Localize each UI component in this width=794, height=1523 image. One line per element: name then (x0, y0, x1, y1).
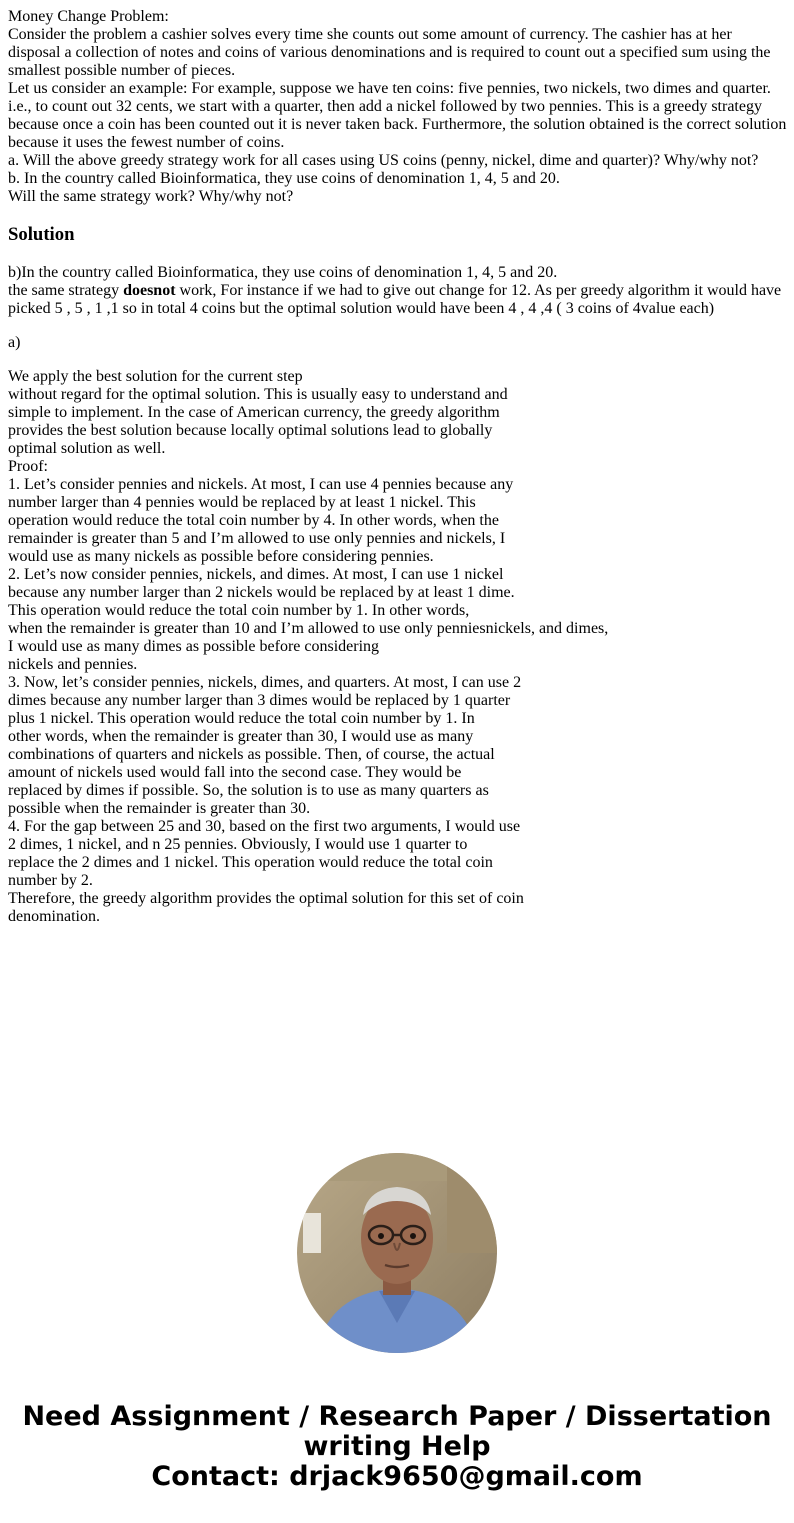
contact-banner-email: Contact: drjack9650@gmail.com (151, 1461, 643, 1492)
proof-line: because any number larger than 2 nickels would be replaced by at least 1 dime. (8, 584, 515, 601)
contact-banner-line1: Need Assignment / Research Paper / Dissertation (22, 1401, 772, 1432)
contact-banner (0, 1402, 794, 1492)
contact-banner-line2: writing Help (303, 1431, 491, 1462)
question-paragraph-2: Let us consider an example: For example, suppose we have ten coins: five pennies, two nickels, two dimes and quarter. i.e., to count out 32 cents, we start with a quarter, then add a nickel followed by two pennies. This is a greedy strategy because once a coin has been counted out it is never taken back. Furthermore, the solution obtained is the correct solution because it uses the fewest number of coins. (8, 80, 787, 151)
proof-line: amount of nickels used would fall into the second case. They would be (8, 764, 462, 781)
question-part-a: a. Will the above greedy strategy work for all cases using US coins (penny, nickel, dime and quarter)? Why/why not? (8, 152, 759, 169)
proof-line: optimal solution as well. (8, 440, 166, 457)
proof-line: 2 dimes, 1 nickel, and n 25 pennies. Obviously, I would use 1 quarter to (8, 836, 468, 853)
solution-a-label: a) (8, 334, 21, 351)
proof-line: replaced by dimes if possible. So, the solution is to use as many quarters as (8, 782, 489, 799)
proof-line: dimes because any number larger than 3 dimes would be replaced by 1 quarter (8, 692, 511, 709)
proof-line: operation would reduce the total coin number by 4. In other words, when the (8, 512, 499, 529)
solution-b-text-pre: the same strategy (8, 282, 124, 299)
proof-line: possible when the remainder is greater than 30. (8, 800, 311, 817)
proof-line: number by 2. (8, 872, 93, 889)
proof-line: without regard for the optimal solution. This is usually easy to understand and (8, 386, 508, 403)
question-part-b-followup: Will the same strategy work? Why/why not? (8, 188, 294, 205)
proof-line: simple to implement. In the case of American currency, the greedy algorithm (8, 404, 500, 421)
proof-line: 4. For the gap between 25 and 30, based on the first two arguments, I would use (8, 818, 521, 835)
proof-line: We apply the best solution for the current step (8, 368, 303, 385)
proof-line: I would use as many dimes as possible before considering (8, 638, 380, 655)
question-title: Money Change Problem: (8, 8, 169, 25)
document-body (8, 8, 788, 926)
proof-line: plus 1 nickel. This operation would reduce the total coin number by 1. In (8, 710, 475, 727)
question-paragraph-1: Consider the problem a cashier solves every time she counts out some amount of currency. The cashier has at her disposal a collection of notes and coins of various denominations and is required to count out a specified sum using the smallest possible number of pieces. (8, 26, 771, 79)
proof-line: 3. Now, let’s consider pennies, nickels, dimes, and quarters. At most, I can use 2 (8, 674, 522, 691)
proof-line: Proof: (8, 458, 48, 475)
solution-heading: Solution (8, 224, 75, 245)
proof-line: provides the best solution because locally optimal solutions lead to globally (8, 422, 493, 439)
proof-line: denomination. (8, 908, 100, 925)
question-part-b: b. In the country called Bioinformatica, they use coins of denomination 1, 4, 5 and 20. (8, 170, 560, 187)
proof-line: nickels and pennies. (8, 656, 138, 673)
author-photo (297, 1153, 497, 1353)
solution-part-b (8, 264, 788, 318)
solution-b-text-post: work, For instance if we had to give out change for 12. As per greedy algorithm it would have picked 5 , 5 , 1 ,1 so in total 4 coins but the optimal solution would have been 4 , 4 ,4 ( 3 coins of 4value each) (8, 282, 782, 317)
proof-line: would use as many nickels as possible before considering pennies. (8, 548, 434, 565)
solution-b-line2 (8, 282, 788, 318)
proof-line: replace the 2 dimes and 1 nickel. This operation would reduce the total coin (8, 854, 493, 871)
solution-b-line1: b)In the country called Bioinformatica, they use coins of denomination 1, 4, 5 and 20. (8, 264, 558, 281)
author-portrait-image (297, 1153, 497, 1353)
solution-part-a (8, 368, 788, 926)
proof-line: This operation would reduce the total coin number by 1. In other words, (8, 602, 470, 619)
proof-line: remainder is greater than 5 and I’m allowed to use only pennies and nickels, I (8, 530, 506, 547)
proof-line: number larger than 4 pennies would be replaced by at least 1 nickel. This (8, 494, 476, 511)
proof-line: when the remainder is greater than 10 and I’m allowed to use only penniesnickels, and dimes, (8, 620, 609, 637)
proof-line: 1. Let’s consider pennies and nickels. At most, I can use 4 pennies because any (8, 476, 514, 493)
proof-line: combinations of quarters and nickels as possible. Then, of course, the actual (8, 746, 495, 763)
proof-line: 2. Let’s now consider pennies, nickels, and dimes. At most, I can use 1 nickel (8, 566, 504, 583)
solution-b-bold-word: doesnot (123, 282, 176, 299)
proof-line: other words, when the remainder is greater than 30, I would use as many (8, 728, 474, 745)
proof-line: Therefore, the greedy algorithm provides the optimal solution for this set of coin (8, 890, 524, 907)
